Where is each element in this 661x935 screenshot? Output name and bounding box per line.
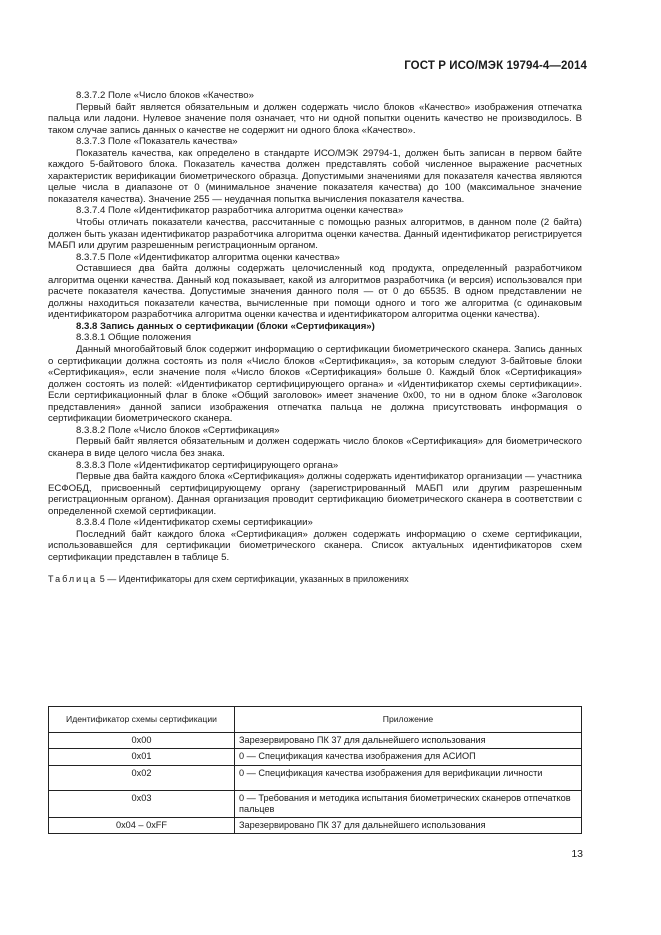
table-row <box>49 766 582 791</box>
column-header-annex: Приложение <box>235 707 582 733</box>
body-paragraph: Первый байт является обязательным и должен содержать число блоков «Качество» изображения отпечатка пальца или ладони. Нулевое значение поля означает, что ни одной попытки оценить качество не производилось. В таком случае запись данных о качестве не содержит ни одного блока «Качество». <box>48 101 582 136</box>
section-heading: 8.3.7.4 Поле «Идентификатор разработчика алгоритма оценки качества» <box>76 205 404 217</box>
document-body <box>48 90 582 586</box>
section-heading: 8.3.8.4 Поле «Идентификатор схемы сертификации» <box>76 517 313 529</box>
body-paragraph: Последний байт каждого блока «Сертификация» должен содержать информацию о схеме сертификации, использовавшейся для сертификации биометрического сканера. Список актуальных идентификаторов схем сертификации представлен в таблице 5. <box>48 528 582 563</box>
table-row <box>49 733 582 749</box>
table-cell-identifier: 0x00 <box>49 733 235 749</box>
section-heading: 8.3.8.2 Поле «Число блоков «Сертификация» <box>76 424 280 436</box>
table-row <box>49 749 582 766</box>
table-caption <box>48 574 582 586</box>
section-heading: 8.3.8.3 Поле «Идентификатор сертифицирующего органа» <box>76 459 339 471</box>
table-cell-annex: Зарезервировано ПК 37 для дальнейшего использования <box>235 818 582 834</box>
table-cell-annex: Зарезервировано ПК 37 для дальнейшего использования <box>235 733 582 749</box>
body-paragraph: Первые два байта каждого блока «Сертификация» должны содержать идентификатор организации — участника ЕСФОБД, присвоенный сертифицирующему органу (зарегистрированный МАБП или другим разрешенным регистрационным органом). Данная организация проводит сертификацию биометрического сканера в соответствии с определенной схемой сертификации. <box>48 471 582 517</box>
section-heading: 8.3.8.1 Общие положения <box>76 332 192 344</box>
table-row <box>49 791 582 818</box>
section-heading: 8.3.7.3 Поле «Показатель качества» <box>76 136 238 148</box>
body-paragraph: Оставшиеся два байта должны содержать целочисленный код продукта, определенный разработчиком алгоритма оценки качества. Данный код показывает, какой из алгоритмов разработчика (и версия) использовался при расчете показателя качества. Допустимые значения данного поля — от 0 до 65535. В одном представлении не должны находиться показатели качества, вычисленные при помощи одного и того же алгоритма (с одинаковым идентификатором разработчика алгоритма оценки качества и идентификатором алгоритма оценки качества). <box>48 263 582 321</box>
column-header-identifier: Идентификатор схемы сертификации <box>49 707 235 733</box>
certification-scheme-table <box>48 706 582 834</box>
section-heading: 8.3.7.2 Поле «Число блоков «Качество» <box>76 90 254 101</box>
body-paragraph: Данный многобайтовый блок содержит информацию о сертификации биометрического сканера. Запись данных о сертификации должна состоять из поля «Число блоков «Сертификация», за которым следуют 3-байтовые блоки «Сертификация», если значение поля «Число блоков «Сертификация» больше 0. Каждый блок «Сертификация» должен состоять из полей: «Идентификатор сертифицирующего органа» и «Идентификатор схемы сертификации». Если сертификационный флаг в блоке «Общий заголовок» имеет значение 0x00, то ни в одном блоке «Заголовок представления» данной записи изображения отпечатка пальца не должна присутствовать информация о сертификации биометрического сканера. <box>48 344 582 425</box>
section-title: 8.3.8 Запись данных о сертификации (блоки «Сертификация») <box>76 320 375 332</box>
table-header-row <box>49 707 582 733</box>
table-cell-annex: 0 — Спецификация качества изображения для верификации личности <box>235 766 582 791</box>
body-paragraph: Чтобы отличать показатели качества, рассчитанные с помощью разных алгоритмов, в данном поле (2 байта) должен быть указан идентификатор разработчика алгоритма оценки качества. Данный идентификатор регистрируется МАБП или другим разрешенным регистрационным органом. <box>48 217 582 252</box>
table-cell-annex: 0 — Требования и методика испытания биометрических сканеров отпечатков пальцев <box>235 791 582 818</box>
table-cell-identifier: 0x03 <box>49 791 235 818</box>
table-caption-text: 5 — Идентификаторы для схем сертификации, указанных в приложениях <box>97 574 409 585</box>
body-paragraph: Первый байт является обязательным и должен содержать число блоков «Сертификация» для биометрического сканера в виде целого числа без знака. <box>48 436 582 459</box>
document-header: ГОСТ Р ИСО/МЭК 19794-4—2014 <box>404 60 587 72</box>
body-paragraph: Показатель качества, как определено в стандарте ИСО/МЭК 29794-1, должен быть записан в первом байте каждого 5-байтового блока. Показатель качества должен представлять собой численное выражение расчетных характеристик верификации биометрического образца. Допустимыми значениями для показателя качества являются целые числа в диапазоне от 0 (минимальное значение показателя качества) до 100 (максимальное значение показателя качества). Значение 255 — неудачная попытка вычисления показателя качества. <box>48 147 582 205</box>
table-row <box>49 818 582 834</box>
section-heading: 8.3.7.5 Поле «Идентификатор алгоритма оценки качества» <box>76 251 340 263</box>
page-number: 13 <box>571 848 583 860</box>
table-cell-identifier: 0x02 <box>49 766 235 791</box>
table-cell-identifier: 0x04 – 0xFF <box>49 818 235 834</box>
table-caption-label: Таблица <box>48 574 98 585</box>
table-cell-annex: 0 — Спецификация качества изображения для АСИОП <box>235 749 582 766</box>
table-cell-identifier: 0x01 <box>49 749 235 766</box>
